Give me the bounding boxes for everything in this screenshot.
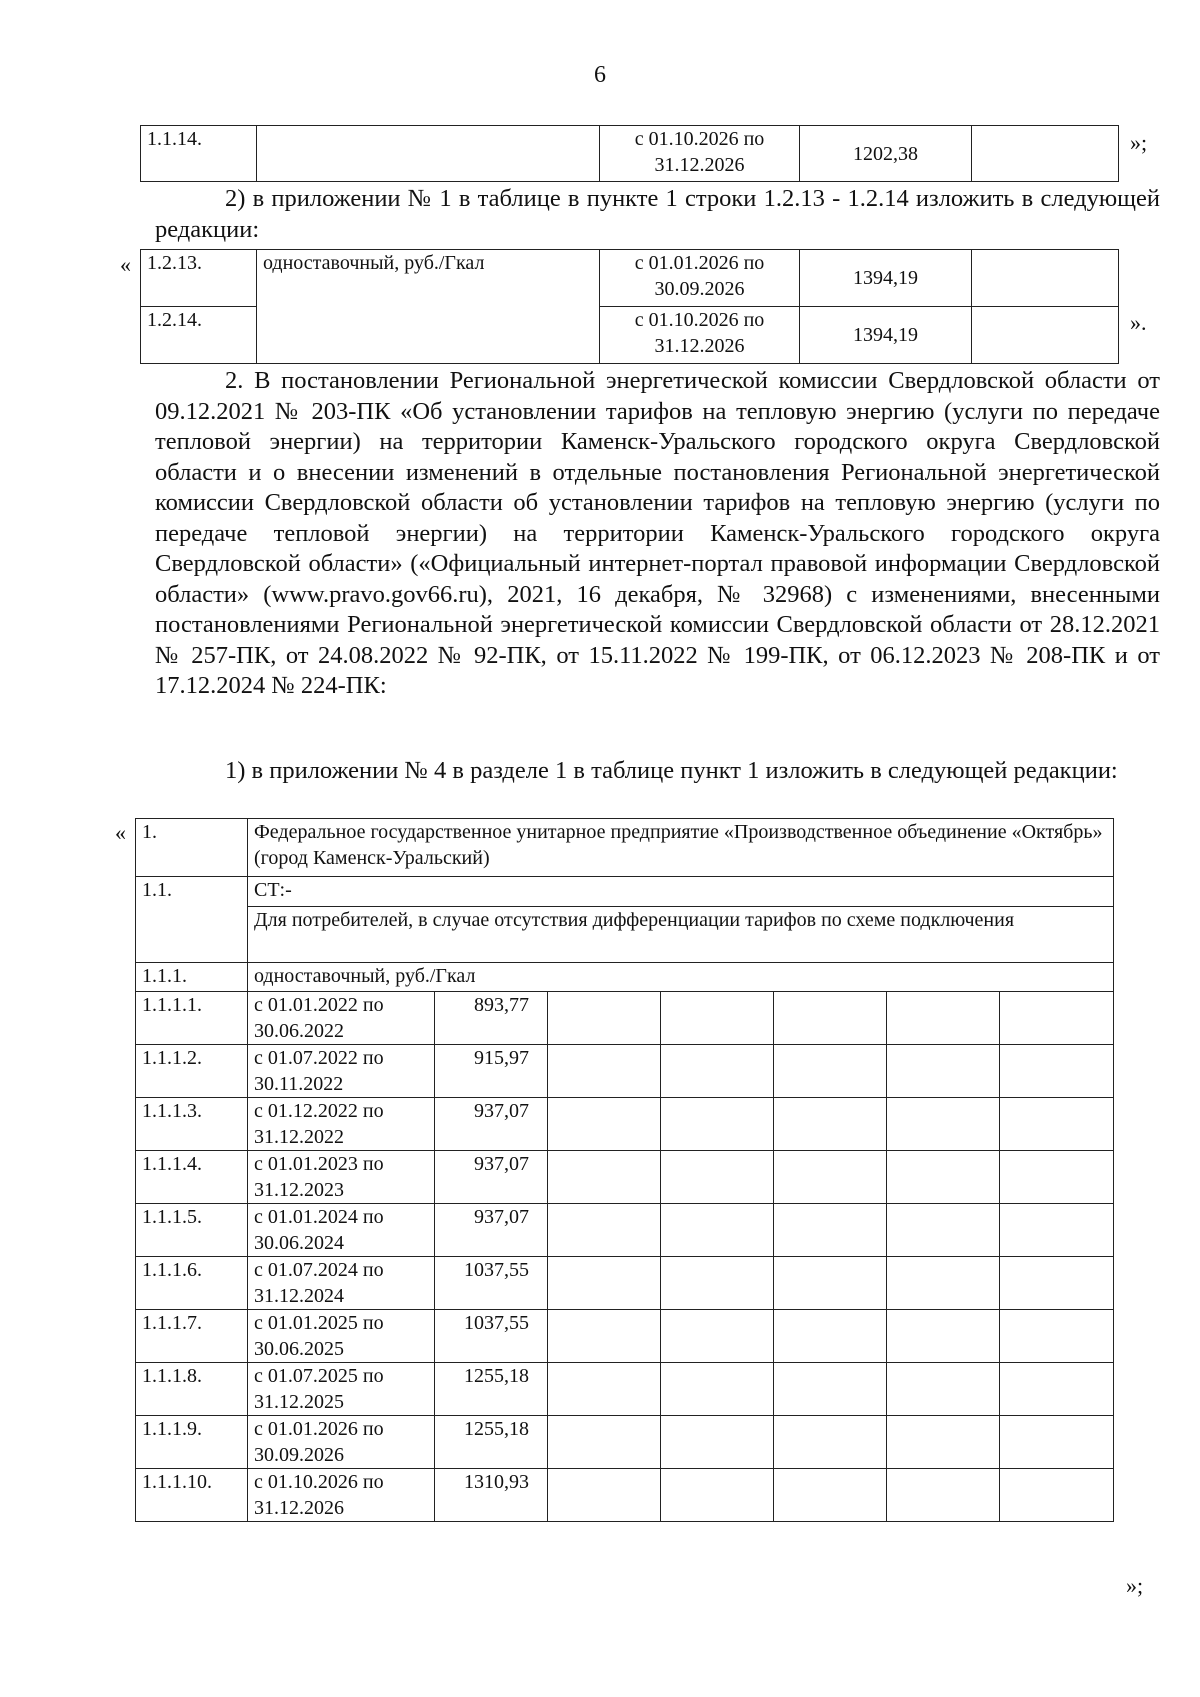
- empty-cell: [1000, 1469, 1114, 1522]
- org-number: 1.: [136, 819, 248, 877]
- empty-cell: [887, 992, 1000, 1045]
- paragraph-amendment-1: 2) в приложении № 1 в таблице в пункте 1 строки 1.2.13 - 1.2.14 изложить в следующей редакции:: [155, 185, 1160, 243]
- paragraph-amendment-2: 2. В постановлении Региональной энергетической комиссии Свердловской области от 09.12.2021 № 203-ПК «Об установлении тарифов на тепловую энергию (услуги по передаче тепловой энергии) на территории Каменск-Уральского городского округа Свердловской области и о внесении изменений в отдельные постановления Региональной энергетической комиссии Свердловской области об установлении тарифов на тепловую энергию (услуги по передаче тепловой энергии) на территории Каменск-Уральского городского округа Свердловской области» («Официальный интернет-портал правовой информации Свердловской области» (www.pravo.gov66.ru), 2021, 16 декабря, № 32968) с изменениями, внесенными постановлениями Региональной энергетической комиссии Свердловской области от 28.12.2021 № 257-ПК, от 24.08.2022 № 92-ПК, от 15.11.2022 № 199-ПК, от 06.12.2023 № 208-ПК и от 17.12.2024 № 224-ПК:: [155, 367, 1160, 699]
- tariff-rows: [136, 992, 1114, 1522]
- row-value: 1037,55: [435, 1257, 548, 1310]
- row-value: 1255,18: [435, 1416, 548, 1469]
- tariff-name: одноставочный, руб./Гкал: [257, 250, 600, 364]
- empty-cell: [887, 1310, 1000, 1363]
- empty-cell: [1000, 1098, 1114, 1151]
- empty-cell: [661, 1098, 774, 1151]
- row-number: 1.1.1.10.: [136, 1469, 248, 1522]
- empty-cell: [774, 1045, 887, 1098]
- row-number: 1.1.1.7.: [136, 1310, 248, 1363]
- row-extra: [972, 250, 1119, 307]
- empty-cell: [1000, 1416, 1114, 1469]
- empty-cell: [774, 1151, 887, 1204]
- empty-cell: [774, 1469, 887, 1522]
- consumers-description: Для потребителей, в случае отсутствия дифференциации тарифов по схеме подключения: [248, 907, 1114, 963]
- empty-cell: [774, 1257, 887, 1310]
- empty-cell: [548, 1045, 661, 1098]
- row-period: с 01.12.2022 по 31.12.2022: [248, 1098, 435, 1151]
- row-value: 1255,18: [435, 1363, 548, 1416]
- open-quote-mark: «: [115, 820, 126, 845]
- row-period: с 01.01.2023 по 31.12.2023: [248, 1151, 435, 1204]
- row-value: 893,77: [435, 992, 548, 1045]
- empty-cell: [887, 1469, 1000, 1522]
- empty-cell: [661, 1416, 774, 1469]
- empty-cell: [1000, 1310, 1114, 1363]
- row-period: с 01.10.2026 по 31.12.2026: [600, 126, 800, 182]
- empty-cell: [1000, 1045, 1114, 1098]
- row-number: 1.1.1.5.: [136, 1204, 248, 1257]
- row-number: 1.2.14.: [141, 307, 257, 364]
- empty-cell: [774, 1204, 887, 1257]
- row-value: 1037,55: [435, 1310, 548, 1363]
- empty-cell: [887, 1257, 1000, 1310]
- row-number: 1.1.1.6.: [136, 1257, 248, 1310]
- table-row: [136, 992, 1114, 1045]
- row-value: 1394,19: [800, 307, 972, 364]
- row-value: 937,07: [435, 1204, 548, 1257]
- paragraph-amendment-3: 1) в приложении № 4 в разделе 1 в таблице пункт 1 изложить в следующей редакции:: [225, 757, 1118, 784]
- empty-cell: [661, 1310, 774, 1363]
- row-period: с 01.07.2024 по 31.12.2024: [248, 1257, 435, 1310]
- row-period: с 01.01.2026 по 30.09.2026: [600, 250, 800, 307]
- empty-cell: [887, 1363, 1000, 1416]
- table-row: [141, 126, 1119, 182]
- table-row: [136, 1416, 1114, 1469]
- row-period: с 01.07.2025 по 31.12.2025: [248, 1363, 435, 1416]
- table-row: [136, 1469, 1114, 1522]
- close-quote-mark: ».: [1130, 310, 1147, 335]
- row-value: 937,07: [435, 1098, 548, 1151]
- empty-cell: [1000, 1257, 1114, 1310]
- row-value: 915,97: [435, 1045, 548, 1098]
- empty-cell: [661, 1363, 774, 1416]
- system-name: СТ:-: [248, 877, 1114, 907]
- row-value: 1202,38: [800, 126, 972, 182]
- empty-cell: [661, 1469, 774, 1522]
- empty-cell: [548, 1310, 661, 1363]
- system-number: 1.1.: [136, 877, 248, 963]
- empty-cell: [548, 1363, 661, 1416]
- table-row: [136, 1151, 1114, 1204]
- empty-cell: [887, 1098, 1000, 1151]
- empty-cell: [887, 1204, 1000, 1257]
- table-row: [136, 1310, 1114, 1363]
- row-value: 937,07: [435, 1151, 548, 1204]
- row-extra: [972, 307, 1119, 364]
- empty-cell: [548, 1151, 661, 1204]
- row-number: 1.1.14.: [141, 126, 257, 182]
- table-row: [141, 250, 1119, 307]
- empty-cell: [661, 1045, 774, 1098]
- table-row: [136, 1098, 1114, 1151]
- empty-cell: [661, 1257, 774, 1310]
- empty-cell: [774, 1310, 887, 1363]
- system-row: [136, 877, 1114, 907]
- empty-cell: [548, 1204, 661, 1257]
- row-period: с 01.01.2022 по 30.06.2022: [248, 992, 435, 1045]
- table-row: [136, 1204, 1114, 1257]
- empty-cell: [887, 1151, 1000, 1204]
- empty-cell: [887, 1045, 1000, 1098]
- tariff-table-2: [140, 249, 1119, 364]
- row-period: с 01.01.2026 по 30.09.2026: [248, 1416, 435, 1469]
- empty-cell: [548, 992, 661, 1045]
- row-name: [257, 126, 600, 182]
- tariff-table-3: [135, 818, 1114, 1522]
- row-period: с 01.01.2024 по 30.06.2024: [248, 1204, 435, 1257]
- row-period: с 01.10.2026 по 31.12.2026: [248, 1469, 435, 1522]
- tariff-table-1: [140, 125, 1119, 182]
- empty-cell: [661, 1204, 774, 1257]
- org-name: Федеральное государственное унитарное предприятие «Производственное объединение «Октябрь» (город Каменск-Уральский): [248, 819, 1114, 877]
- row-value: 1394,19: [800, 250, 972, 307]
- org-row: [136, 819, 1114, 877]
- row-number: 1.2.13.: [141, 250, 257, 307]
- empty-cell: [1000, 1363, 1114, 1416]
- empty-cell: [1000, 1204, 1114, 1257]
- row-value: 1310,93: [435, 1469, 548, 1522]
- empty-cell: [774, 1363, 887, 1416]
- empty-cell: [661, 992, 774, 1045]
- row-number: 1.1.1.8.: [136, 1363, 248, 1416]
- empty-cell: [774, 1098, 887, 1151]
- close-quote-mark: »;: [1126, 1573, 1144, 1598]
- table-row: [136, 1045, 1114, 1098]
- empty-cell: [548, 1257, 661, 1310]
- row-number: 1.1.1.3.: [136, 1098, 248, 1151]
- empty-cell: [661, 1151, 774, 1204]
- empty-cell: [548, 1416, 661, 1469]
- empty-cell: [887, 1416, 1000, 1469]
- table-row: [136, 1363, 1114, 1416]
- empty-cell: [774, 1416, 887, 1469]
- row-period: с 01.10.2026 по 31.12.2026: [600, 307, 800, 364]
- tariff-type-row: [136, 963, 1114, 992]
- tariff-name: одноставочный, руб./Гкал: [248, 963, 1114, 992]
- tariff-number: 1.1.1.: [136, 963, 248, 992]
- row-number: 1.1.1.4.: [136, 1151, 248, 1204]
- row-number: 1.1.1.2.: [136, 1045, 248, 1098]
- empty-cell: [1000, 992, 1114, 1045]
- consumers-row: [136, 907, 1114, 963]
- empty-cell: [548, 1098, 661, 1151]
- row-period: с 01.07.2022 по 30.11.2022: [248, 1045, 435, 1098]
- close-quote-mark: »;: [1130, 130, 1148, 155]
- empty-cell: [548, 1469, 661, 1522]
- row-number: 1.1.1.9.: [136, 1416, 248, 1469]
- empty-cell: [1000, 1151, 1114, 1204]
- row-period: с 01.01.2025 по 30.06.2025: [248, 1310, 435, 1363]
- empty-cell: [774, 992, 887, 1045]
- open-quote-mark: «: [120, 252, 131, 277]
- row-extra: [972, 126, 1119, 182]
- row-number: 1.1.1.1.: [136, 992, 248, 1045]
- page-number: 6: [594, 62, 606, 88]
- table-row: [136, 1257, 1114, 1310]
